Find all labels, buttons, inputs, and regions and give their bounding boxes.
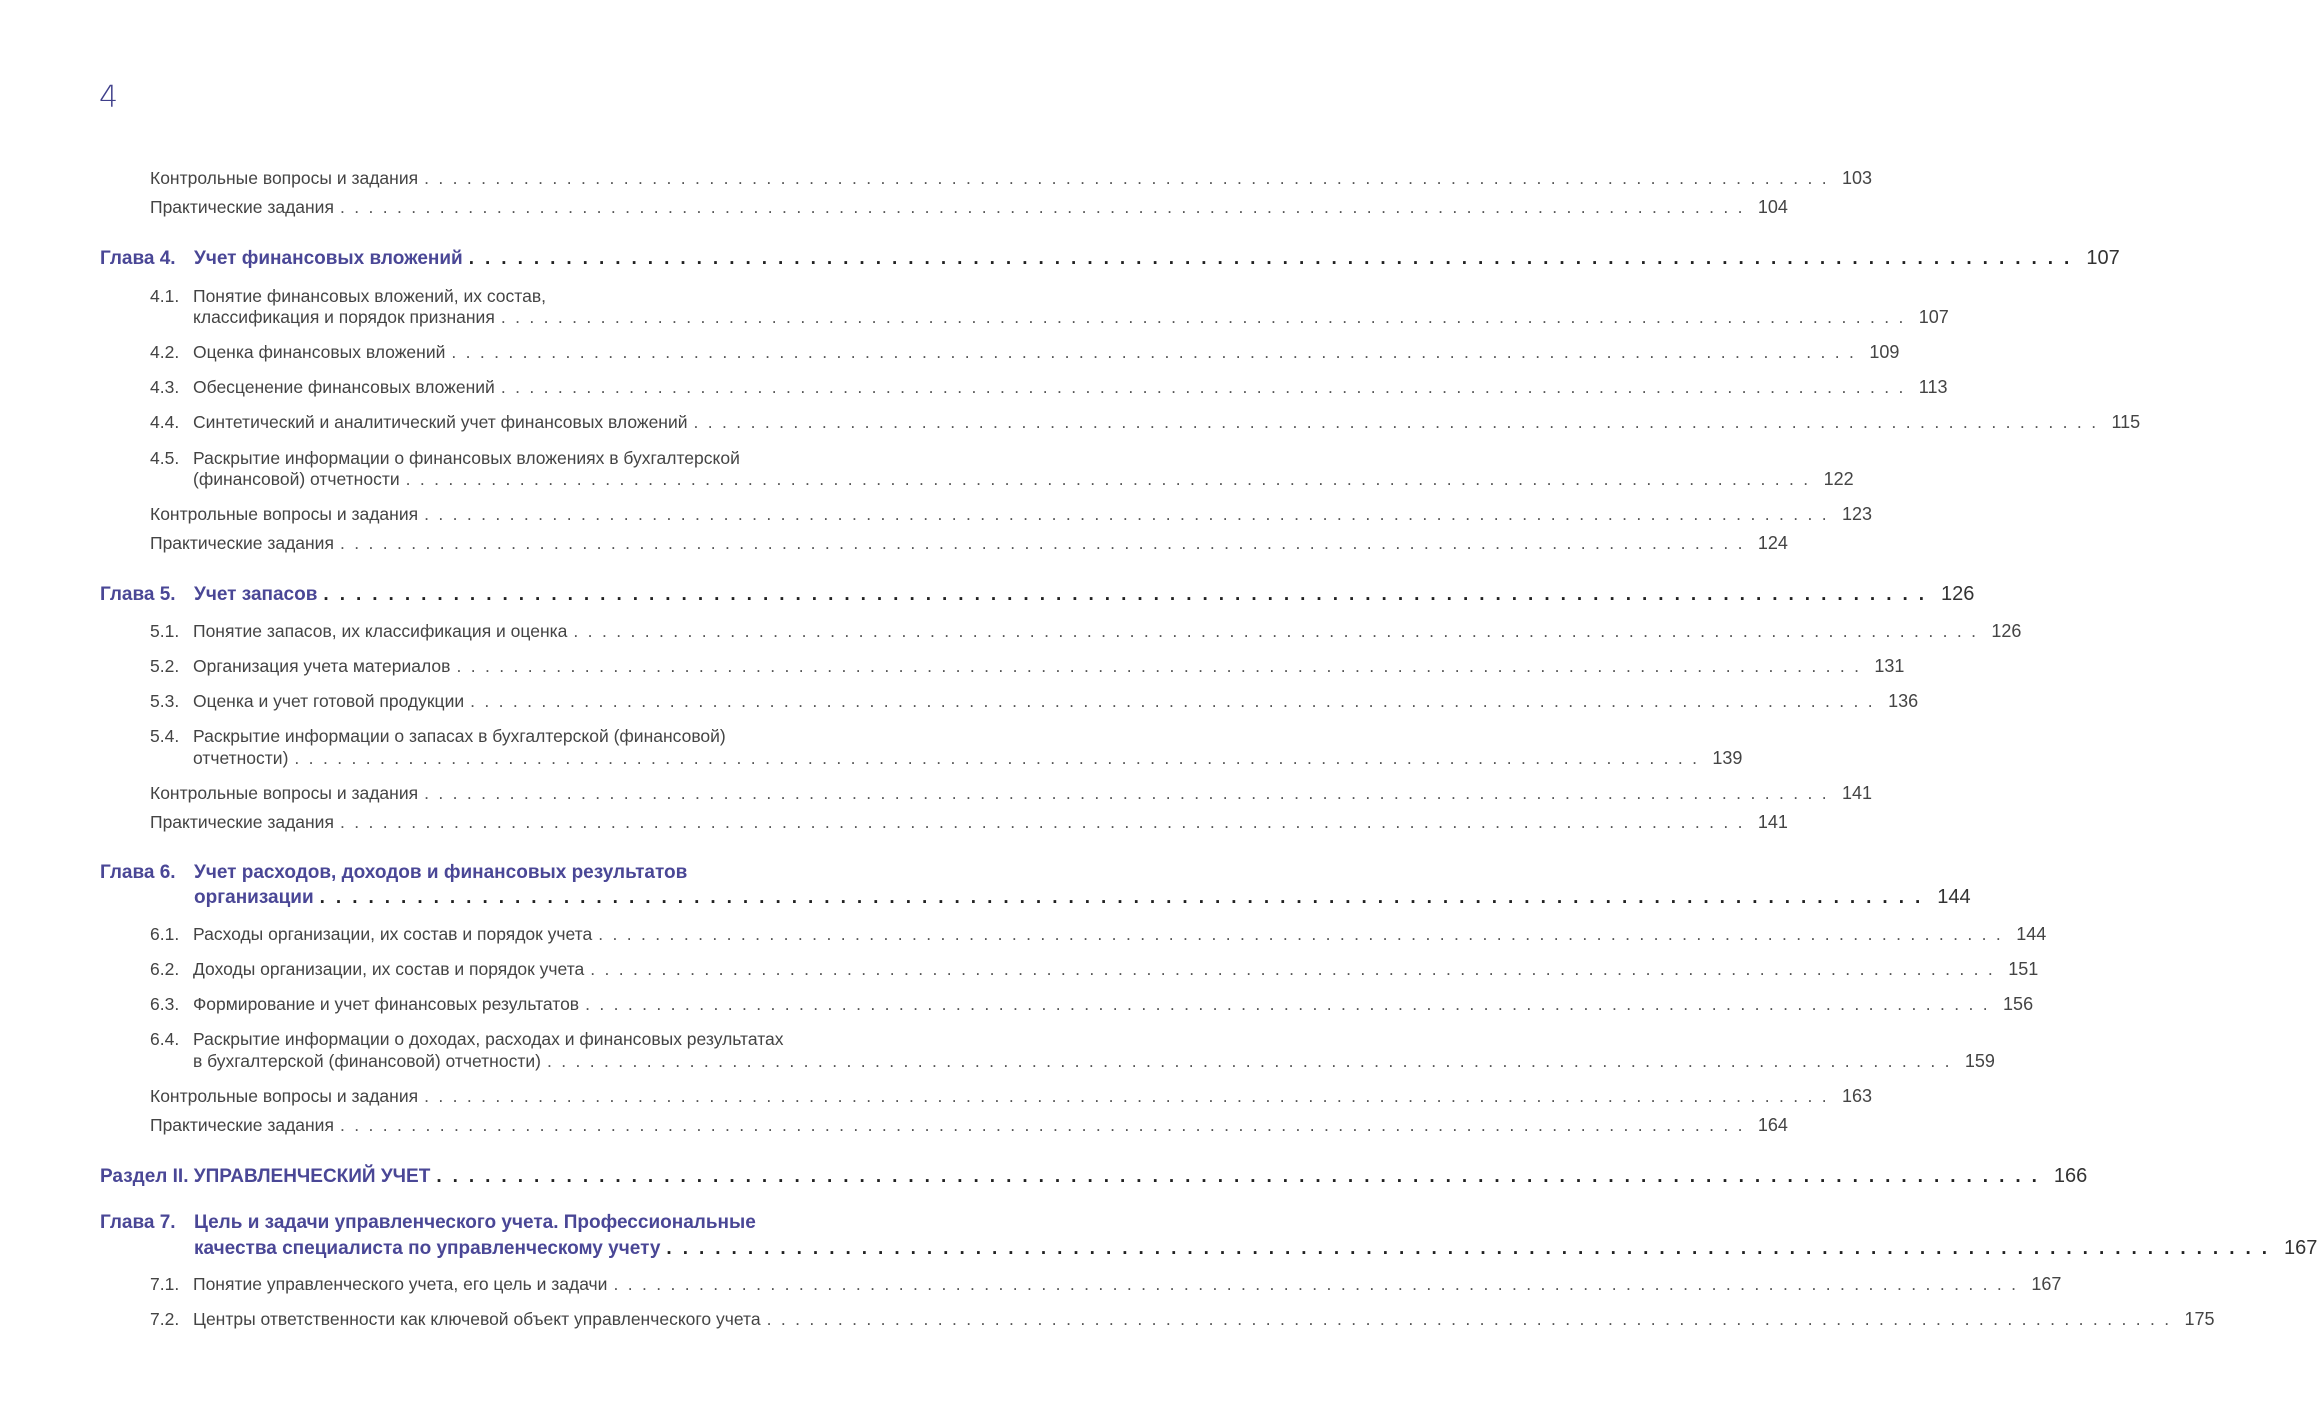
dot-leader: ................................................................................................... bbox=[339, 1115, 1752, 1135]
section-number: 6.4. bbox=[150, 1029, 180, 1049]
dot-leader: ................................................................................................... bbox=[405, 469, 1818, 489]
section-number: 6.1. bbox=[150, 924, 180, 944]
section-title: Оценка финансовых вложений bbox=[193, 342, 446, 362]
toc-entry-label: Практические задания bbox=[150, 533, 334, 553]
toc-entry-page: 109 bbox=[1869, 342, 1900, 362]
toc-chapter-page: 167 bbox=[2284, 1237, 2317, 1259]
toc-chapter-page: 144 bbox=[1937, 886, 1971, 908]
toc-entry[interactable] bbox=[150, 377, 1948, 398]
section-title: Понятие запасов, их классификация и оценка bbox=[193, 621, 568, 641]
section-title-line2: (финансовой) отчетности bbox=[193, 469, 400, 489]
toc-entry[interactable] bbox=[150, 1086, 1873, 1107]
chapter-title: Учет финансовых вложений bbox=[194, 248, 463, 269]
section-title-line1: Раскрытие информации о доходах, расходах и финансовых результатах bbox=[193, 1029, 784, 1049]
dot-leader: ................................................................................................... bbox=[323, 584, 1936, 605]
section-number: 4.2. bbox=[150, 342, 180, 362]
section-title: Формирование и учет финансовых результатов bbox=[193, 994, 580, 1014]
toc-chapter-page: 107 bbox=[2086, 247, 2120, 269]
page-number: 4 bbox=[99, 80, 119, 115]
section-number: 7.1. bbox=[150, 1274, 180, 1294]
toc-entry-page: 103 bbox=[1842, 168, 1873, 188]
toc-entry-page: 141 bbox=[1757, 812, 1788, 832]
chapter-title: Учет запасов bbox=[194, 584, 318, 605]
toc-entry[interactable] bbox=[193, 469, 1854, 490]
part-title: Раздел II. УПРАВЛЕНЧЕСКИЙ УЧЕТ bbox=[100, 1166, 431, 1187]
dot-leader: ................................................................................................... bbox=[500, 307, 1913, 327]
dot-leader: ................................................................................................... bbox=[546, 1051, 1959, 1071]
dot-leader: ................................................................................................... bbox=[468, 248, 2081, 269]
section-title: Расходы организации, их состав и порядок учета bbox=[193, 924, 593, 944]
dot-leader: ................................................................................................... bbox=[319, 887, 1932, 908]
section-title: Центры ответственности как ключевой объект управленческого учета bbox=[193, 1309, 761, 1329]
toc-entry-page: 104 bbox=[1757, 197, 1788, 217]
toc-entry-label: Практические задания bbox=[150, 1115, 334, 1135]
toc-entry-page: 159 bbox=[1964, 1051, 1995, 1071]
chapter-title-line2: качества специалиста по управленческому учету bbox=[194, 1238, 661, 1259]
toc-entry-page: 126 bbox=[1991, 621, 2022, 641]
section-number: 4.3. bbox=[150, 377, 180, 397]
toc-entry[interactable] bbox=[150, 656, 1905, 677]
dot-leader: ................................................................................................... bbox=[451, 342, 1864, 362]
chapter-number: Глава 7. bbox=[100, 1212, 176, 1233]
toc-entry-first-line[interactable] bbox=[150, 448, 740, 469]
toc-entry-page: 107 bbox=[1918, 307, 1949, 327]
dot-leader: ................................................................................................... bbox=[766, 1309, 2179, 1329]
section-title: Организация учета материалов bbox=[193, 656, 451, 676]
section-number: 4.4. bbox=[150, 412, 180, 432]
dot-leader: ................................................................................................... bbox=[424, 504, 1837, 524]
dot-leader: ................................................................................................... bbox=[573, 621, 1986, 641]
dot-leader: ................................................................................................... bbox=[424, 783, 1837, 803]
section-number: 5.1. bbox=[150, 621, 180, 641]
dot-leader: ................................................................................................... bbox=[339, 533, 1752, 553]
toc-entry[interactable] bbox=[150, 342, 1900, 363]
toc-entry-page: 122 bbox=[1823, 469, 1854, 489]
toc-chapter-first-line[interactable] bbox=[100, 862, 687, 884]
toc-entry-label: Практические задания bbox=[150, 197, 334, 217]
toc-entry-page: 156 bbox=[2003, 994, 2034, 1014]
dot-leader: ................................................................................................... bbox=[339, 812, 1752, 832]
toc-entry-page: 163 bbox=[1842, 1086, 1873, 1106]
dot-leader: ................................................................................................... bbox=[436, 1166, 2048, 1187]
toc-entry-page: 141 bbox=[1842, 783, 1873, 803]
toc-entry-first-line[interactable] bbox=[150, 726, 726, 747]
toc-chapter-page: 166 bbox=[2053, 1165, 2088, 1187]
toc-entry-page: 175 bbox=[2184, 1309, 2215, 1329]
toc-chapter[interactable] bbox=[194, 1237, 2317, 1260]
toc-entry[interactable] bbox=[150, 959, 2039, 980]
toc-entry[interactable] bbox=[150, 504, 1873, 525]
dot-leader: ................................................................................................... bbox=[470, 691, 1883, 711]
toc-entry-page: 115 bbox=[2111, 412, 2141, 432]
dot-leader: ................................................................................................... bbox=[456, 656, 1869, 676]
toc-entry-page: 144 bbox=[2016, 924, 2047, 944]
toc-entry[interactable] bbox=[150, 412, 2141, 433]
toc-entry[interactable] bbox=[150, 812, 1788, 833]
section-title-line2: в бухгалтерской (финансовой) отчетности) bbox=[193, 1051, 541, 1071]
dot-leader: ................................................................................................... bbox=[613, 1274, 2026, 1294]
section-title-line1: Раскрытие информации о запасах в бухгалтерской (финансовой) bbox=[193, 726, 726, 746]
dot-leader: ................................................................................................... bbox=[693, 412, 2106, 432]
section-title: Обесценение финансовых вложений bbox=[193, 377, 495, 397]
chapter-number: Глава 4. bbox=[100, 248, 176, 269]
toc-entry[interactable] bbox=[150, 1115, 1788, 1136]
chapter-number: Глава 6. bbox=[100, 862, 176, 883]
chapter-number: Глава 5. bbox=[100, 584, 176, 605]
section-title: Синтетический и аналитический учет финансовых вложений bbox=[193, 412, 688, 432]
toc-entry-label: Контрольные вопросы и задания bbox=[150, 168, 419, 188]
toc-entry-page: 123 bbox=[1842, 504, 1873, 524]
dot-leader: ................................................................................................... bbox=[294, 748, 1707, 768]
toc-entry-page: 151 bbox=[2008, 959, 2039, 979]
toc-chapter-label bbox=[100, 584, 317, 606]
section-number: 4.1. bbox=[150, 286, 180, 306]
dot-leader: ................................................................................................... bbox=[424, 1086, 1837, 1106]
toc-entry[interactable] bbox=[193, 307, 1949, 328]
toc-entry[interactable] bbox=[193, 1051, 1995, 1072]
section-number: 7.2. bbox=[150, 1309, 180, 1329]
toc-entry-label: Контрольные вопросы и задания bbox=[150, 504, 419, 524]
toc-chapter[interactable] bbox=[100, 583, 1975, 606]
dot-leader: ................................................................................................... bbox=[424, 168, 1837, 188]
section-title-line1: Понятие финансовых вложений, их состав, bbox=[193, 286, 546, 306]
section-title-line2: отчетности) bbox=[193, 748, 289, 768]
section-number: 5.3. bbox=[150, 691, 180, 711]
toc-chapter[interactable] bbox=[194, 886, 1971, 909]
section-number: 4.5. bbox=[150, 448, 180, 468]
toc-entry[interactable] bbox=[150, 1274, 2062, 1295]
toc-entry[interactable] bbox=[150, 621, 2022, 642]
toc-entry[interactable] bbox=[150, 168, 1873, 189]
section-number: 6.2. bbox=[150, 959, 180, 979]
toc-entry-first-line[interactable] bbox=[150, 286, 546, 307]
dot-leader: ................................................................................................... bbox=[666, 1238, 2279, 1259]
toc-entry-label: Практические задания bbox=[150, 812, 334, 832]
dot-leader: ................................................................................................... bbox=[500, 377, 1913, 397]
toc-entry-page: 139 bbox=[1712, 748, 1743, 768]
toc-entry-page: 164 bbox=[1757, 1115, 1788, 1135]
chapter-title-line2: организации bbox=[194, 887, 314, 908]
toc-entry-label: Контрольные вопросы и задания bbox=[150, 783, 419, 803]
toc-entry[interactable] bbox=[193, 748, 1743, 769]
toc-entry-page: 124 bbox=[1757, 533, 1788, 553]
toc-entry[interactable] bbox=[150, 1309, 2215, 1330]
toc-entry[interactable] bbox=[150, 994, 2034, 1015]
toc-entry[interactable] bbox=[150, 783, 1873, 804]
dot-leader: ................................................................................................... bbox=[598, 924, 2011, 944]
toc-chapter-first-line[interactable] bbox=[100, 1212, 756, 1234]
toc-entry[interactable] bbox=[150, 924, 2047, 945]
section-title: Доходы организации, их состав и порядок учета bbox=[193, 959, 585, 979]
toc-entry[interactable] bbox=[150, 691, 1919, 712]
toc-entry-page: 131 bbox=[1874, 656, 1905, 676]
section-title-line1: Раскрытие информации о финансовых вложениях в бухгалтерской bbox=[193, 448, 740, 468]
toc-chapter-label bbox=[100, 248, 463, 270]
section-title: Понятие управленческого учета, его цель и задачи bbox=[193, 1274, 608, 1294]
section-title: Оценка и учет готовой продукции bbox=[193, 691, 465, 711]
dot-leader: ................................................................................................... bbox=[339, 197, 1752, 217]
toc-entry-label: Контрольные вопросы и задания bbox=[150, 1086, 419, 1106]
toc-entry-page: 113 bbox=[1918, 377, 1948, 397]
chapter-title-line1: Цель и задачи управленческого учета. Профессиональные bbox=[194, 1212, 756, 1233]
section-number: 6.3. bbox=[150, 994, 180, 1014]
toc-section-part[interactable] bbox=[100, 1165, 2088, 1188]
section-number: 5.4. bbox=[150, 726, 180, 746]
toc-chapter-page: 126 bbox=[1941, 583, 1975, 605]
dot-leader: ................................................................................................... bbox=[590, 959, 2003, 979]
toc-entry-page: 167 bbox=[2031, 1274, 2062, 1294]
dot-leader: ................................................................................................... bbox=[585, 994, 1998, 1014]
section-title-line2: классификация и порядок признания bbox=[193, 307, 495, 327]
chapter-title-line1: Учет расходов, доходов и финансовых результатов bbox=[194, 862, 688, 883]
toc-chapter[interactable] bbox=[100, 247, 2120, 270]
toc-entry[interactable] bbox=[150, 197, 1788, 218]
section-number: 5.2. bbox=[150, 656, 180, 676]
toc-entry-first-line[interactable] bbox=[150, 1029, 784, 1050]
toc-entry[interactable] bbox=[150, 533, 1788, 554]
toc-entry-page: 136 bbox=[1888, 691, 1919, 711]
